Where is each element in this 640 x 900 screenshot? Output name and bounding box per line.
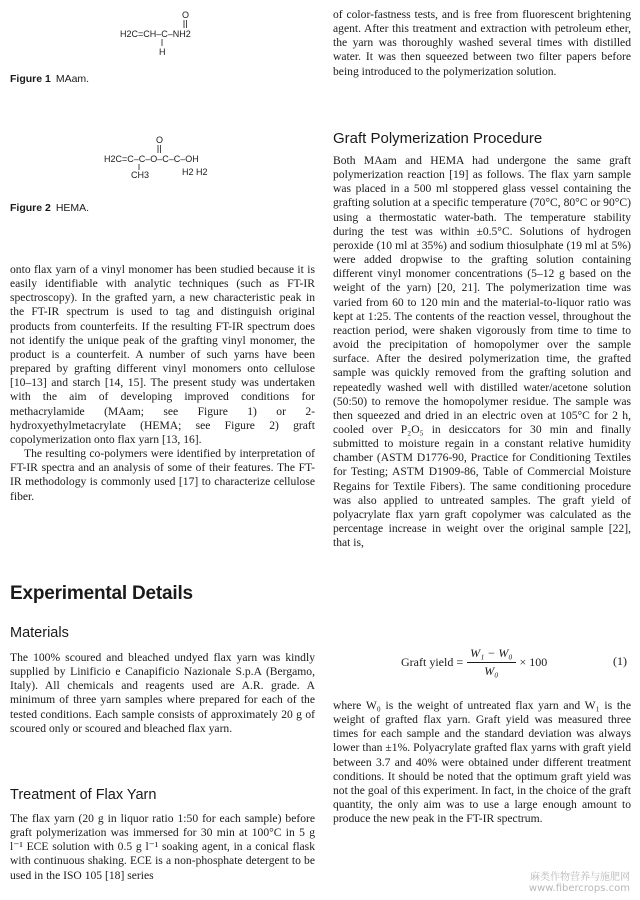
materials-heading: Materials — [10, 625, 69, 641]
fig2-oxygen: O — [156, 135, 164, 145]
figure2-caption-text: HEMA. — [55, 202, 90, 214]
figure2-structure — [104, 133, 264, 183]
equation-lhs: Graft yield = — [401, 655, 464, 669]
fig1-oxygen: O — [182, 10, 190, 20]
fig2-methylene: H2 H2 — [182, 167, 208, 177]
watermark-line-2: www.fibercrops.com — [528, 883, 630, 894]
equation-rhs: × 100 — [519, 655, 548, 669]
treatment-heading: Treatment of Flax Yarn — [10, 787, 157, 803]
watermark-line-1: 麻类作物营养与施肥网 — [530, 872, 630, 883]
figure1-structure — [120, 8, 240, 58]
graft-paragraph: Both MAam and HEMA had undergone the same graft polymerization reaction [19] as follows. The flax yarn sample was placed in a 500 ml stoppered glass vessel containing the grafting solution at a specific temperature (70°C, 80°C or 90°C) using a thermostatic water-bath. The temperature stability during the test was within ±0.5°C. Solutions of hydrogen peroxide (10 ml at 35%) and sodium thiosulphate (19 ml at 5%) were added dropwise to the grafting solution containing different vinyl monomer concentrations (5–12 g based on the weight of the yarn) [20, 21]. The polymerization time was varied from 60 to 120 min and the material-to-liquor ratio was kept at 1:25. The contents of the reaction vessel, throughout the reaction period, were shaken vigorously from time to time to avoid the precipitation of homopolymer over the sample surface. After the desired polymerization time, the grafted sample was quickly removed from the grafting solution and repeatedly washed well with distilled water/acetone solution (50:50) to remove the homopolymer residue. The sample was then squeezed and dried in an electric oven at 105°C for 2 h, cooled over P₂O₅ in desiccators for 30 min and finally submitted to moisture regain in a constant relative humidity chamber (ASTM D1776-90, Practice for Conditioning Textiles for Testing; ASTM D1909-86, Table of Commercial Moisture Regains for Textile Fibers). The same conditioning procedure was also applied to untreated samples. The graft yield of polyacrylate flax yarn graft copolymer was calculated as the percentage increase in weight over the original sample [22], that is, — [333, 154, 631, 550]
fig2-main-formula: H2C=C–C–O–C–C–OH — [104, 154, 199, 164]
fig2-methyl: CH3 — [131, 170, 150, 180]
equation-fraction — [467, 646, 515, 679]
equation-denominator: W₀ — [484, 664, 499, 678]
figure2-caption — [10, 202, 89, 214]
figure1-caption-text: MAam. — [55, 73, 90, 85]
graft-yield-equation — [333, 640, 631, 680]
experimental-heading: Experimental Details — [10, 583, 193, 604]
figure1-caption — [10, 73, 89, 85]
figure1-label: Figure 1 — [10, 73, 51, 85]
fig1-hydrogen: H — [159, 47, 166, 57]
figure2-label: Figure 2 — [10, 202, 51, 214]
materials-paragraph: The 100% scoured and bleached undyed flax yarn was kindly supplied by Linificio e Canapificio Nazionale S.p.A (Bergamo, Italy). All chemicals and reagents used are A.R. grade. A minimum of three yarn samples where prepared for each of the tested conditions. Each sample consists of approximately 20 g of scoured only or scoured and bleached flax yarn. — [10, 651, 315, 735]
graft-heading: Graft Polymerization Procedure — [333, 130, 543, 147]
intro-paragraph-2: The resulting co-polymers were identified by interpretation of FT-IR spectra and an analysis of some of their features. The FT-IR methodology is commonly used [17] to characterize cellulose fiber. — [10, 447, 315, 503]
after-equation-paragraph: where W₀ is the weight of untreated flax yarn and W₁ is the weight of grafted flax yarn. Graft yield was measured three times for each sample and the standard deviation was always lower than ±1%. Polyacrylate grafted flax yarns with graft yield between 3.7 and 40% were obtained under different treatment conditions. It should be noted that the optimum graft yield was not the goal of this experiment. In fact, in the choice of the graft quantity, the only aim was to use a large enough amount to produce the new peak in the FT-IR spectrum. — [333, 699, 631, 826]
intro-paragraph-1: onto flax yarn of a vinyl monomer has been studied because it is easily identifiable with analytic techniques (such as FT-IR spectroscopy). In the grafted yarn, a new characteristic peak in the FT-IR spectrum is used to tag and distinguish original products from counterfeits. If the resulting FT-IR spectrum does not identify the unique peak of the grafting vinyl monomer, the product is a counterfeit. A number of such yarns have been prepared by grafting different vinyl monomers onto cellulose [10–13] and starch [14, 15]. The present study was undertaken with the aim of developing improved conditions for methacrylamide (MAam; see Figure 1) or 2-hydroxyethylmetacrylate (HEMA; see Figure 2) graft copolymerization onto flax yarn [13, 16]. — [10, 263, 315, 446]
equation-number: (1) — [613, 654, 627, 668]
right-top-paragraph: of color-fastness tests, and is free from fluorescent brightening agent. After this treatment and extraction with petroleum ether, the yarn was thoroughly washed several times with distilled water. It was then squeezed between two filter papers before being introduced to the polymerization solution. — [333, 8, 631, 78]
watermark — [529, 872, 630, 894]
fig1-main-formula: H2C=CH–C–NH2 — [120, 29, 191, 39]
equation-numerator: W₁ − W₀ — [467, 646, 515, 663]
treatment-paragraph: The flax yarn (20 g in liquor ratio 1:50 for each sample) before graft polymerization was immersed for 30 min at 100°C in 5 g l⁻¹ ECE solution with 0.5 g l⁻¹ soaking agent, in a conical flask with continuous shaking. ECE is a non-phosphate detergent to be used in the ISO 105 [18] series — [10, 812, 315, 882]
intro-text — [10, 263, 315, 504]
